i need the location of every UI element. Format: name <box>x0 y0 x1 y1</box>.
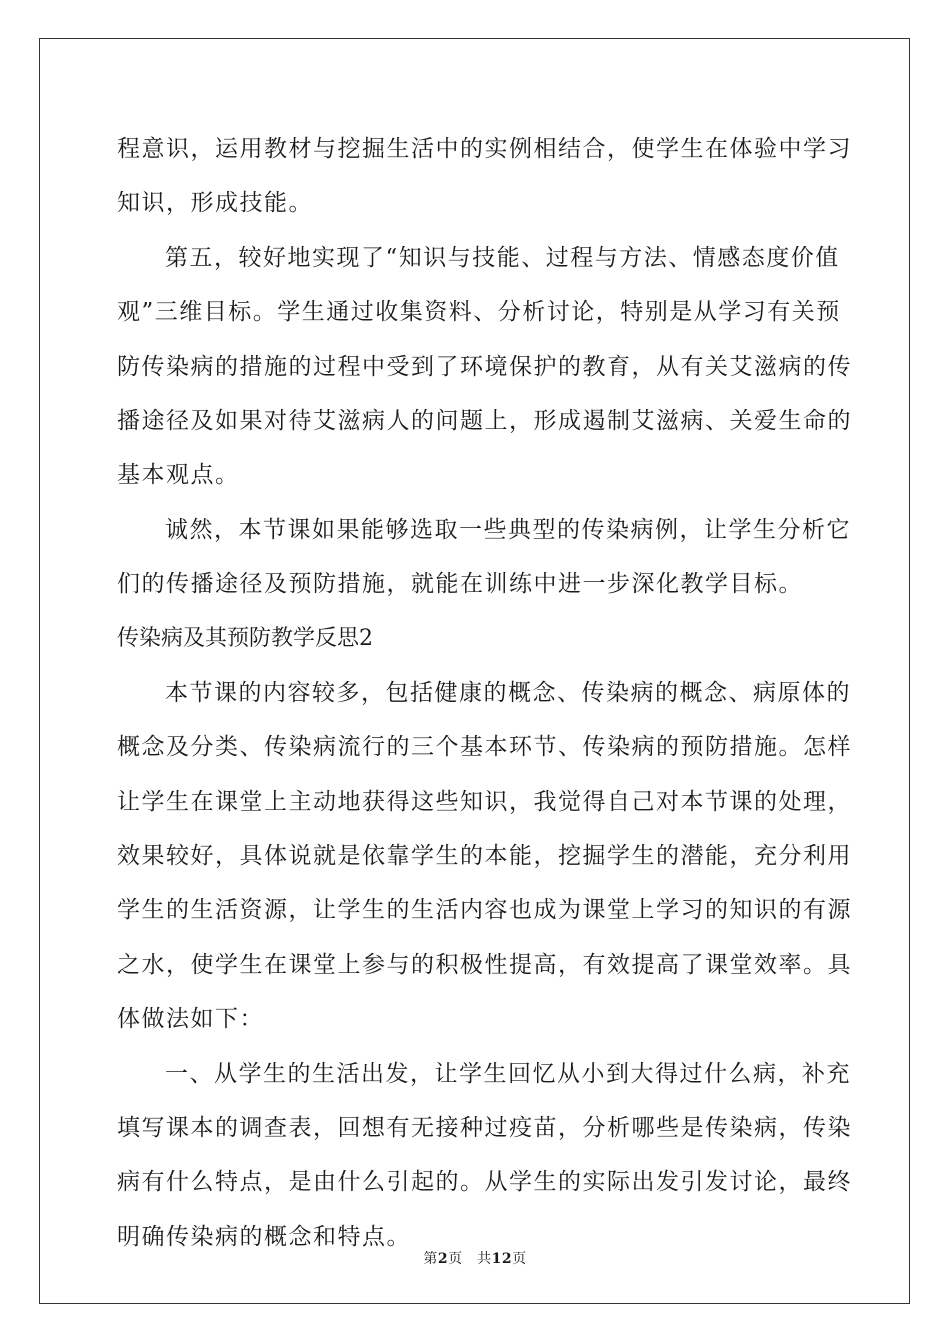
text-line: 基本观点。 <box>117 462 240 489</box>
text-line: 让学生在课堂上主动地获得这些知识，我觉得自己对本节课的处理， <box>117 788 852 815</box>
page-footer <box>0 1248 950 1268</box>
text-line: 知识，形成技能。 <box>117 190 313 217</box>
document-body <box>117 122 852 1264</box>
text-line: 学生的生活资源，让学生的生活内容也成为课堂上学习的知识的有源 <box>117 897 852 924</box>
text-line: 诚然，本节课如果能够选取一些典型的传染病例，让学生分析它 <box>165 516 851 543</box>
page-total-number: 12 <box>491 1251 513 1267</box>
text-line: 效果较好，具体说就是依靠学生的本能，挖掘学生的潜能，充分利用 <box>117 843 852 870</box>
text-line: 播途径及如果对待艾滋病人的问题上，形成遏制艾滋病、关爱生命的 <box>117 407 852 434</box>
text-line: 病有什么特点，是由什么引起的。从学生的实际出发引发讨论，最终 <box>117 1169 852 1196</box>
text-line: 体做法如下： <box>117 1006 264 1033</box>
text-line: 第五，较好地实现了“知识与技能、过程与方法、情感态度价值 <box>165 244 840 271</box>
text-line: 明确传染病的概念和特点。 <box>117 1223 411 1250</box>
page-suffix: 页 <box>512 1251 527 1267</box>
text-line: 程意识，运用教材与挖掘生活中的实例相结合，使学生在体验中学习 <box>117 136 852 162</box>
text-line: 本节课的内容较多，包括健康的概念、传染病的概念、病原体的 <box>165 679 851 706</box>
text-line: 一、从学生的生活出发，让学生回忆从小到大得过什么病，补充 <box>165 1060 851 1087</box>
text-line: 观”三维目标。学生通过收集资料、分析讨论，特别是从学习有关预 <box>117 299 841 326</box>
page-mid: 页 共 <box>448 1251 492 1267</box>
page-prefix: 第 <box>423 1251 438 1267</box>
text-line: 概念及分类、传染病流行的三个基本环节、传染病的预防措施。怎样 <box>117 734 852 761</box>
text-line: 填写课本的调查表，回想有无接种过疫苗，分析哪些是传染病，传染 <box>117 1115 852 1142</box>
page-current-number: 2 <box>437 1251 449 1267</box>
text-line: 们的传播途径及预防措施，就能在训练中进一步深化教学目标。 <box>117 571 803 598</box>
section-heading: 传染病及其预防教学反思2 <box>117 625 373 651</box>
text-line: 之水，使学生在课堂上参与的积极性提高，有效提高了课堂效率。具 <box>117 951 852 978</box>
text-line: 防传染病的措施的过程中受到了环境保护的教育，从有关艾滋病的传 <box>117 353 852 380</box>
